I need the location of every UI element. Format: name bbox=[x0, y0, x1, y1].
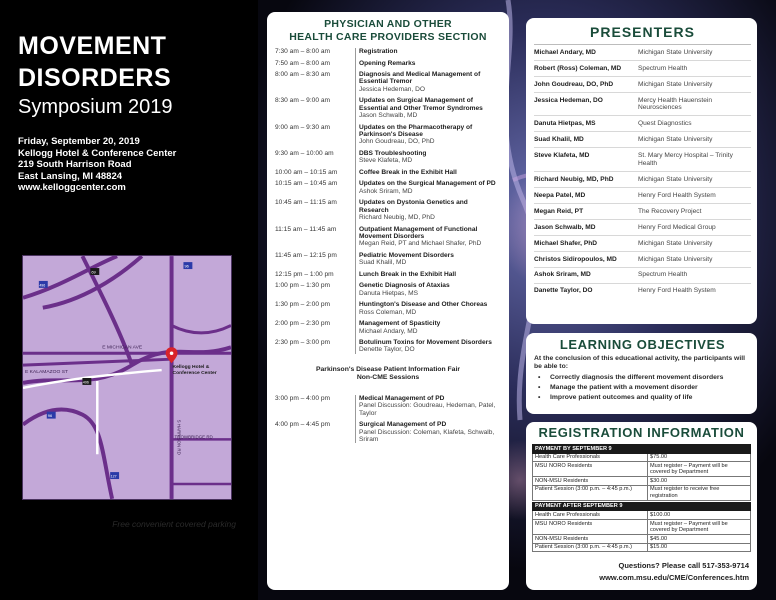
bullet-icon: • bbox=[538, 393, 541, 401]
svg-text:496: 496 bbox=[39, 283, 46, 288]
presenter-institution: The Recovery Project bbox=[638, 207, 702, 215]
bullet-icon: • bbox=[538, 383, 541, 391]
schedule-row bbox=[275, 169, 501, 176]
session-title: Outpatient Management of Functional Movement Disorders bbox=[359, 225, 478, 240]
presenters-card bbox=[526, 18, 757, 324]
presenter-name: Steve Klafeta, MD bbox=[534, 152, 590, 160]
session-speaker: Steve Klafeta, MD bbox=[359, 157, 413, 165]
fee-amount: $30.00 bbox=[648, 477, 751, 486]
event-subtitle: Symposium 2019 bbox=[18, 96, 173, 118]
session-body bbox=[359, 71, 499, 93]
location-map bbox=[22, 255, 232, 500]
title-line-1: MOVEMENT bbox=[18, 32, 167, 60]
presenter-row bbox=[534, 92, 751, 116]
event-city: East Lansing, MI 48824 bbox=[18, 170, 123, 182]
session-title: Updates on Surgical Management of Essential and Other Tremor Syndromes bbox=[359, 97, 483, 112]
session-title: Huntington's Disease and Other Choreas bbox=[359, 301, 488, 309]
schedule-row bbox=[275, 339, 501, 354]
event-date: Friday, September 20, 2019 bbox=[18, 136, 140, 147]
presenter-row bbox=[534, 267, 751, 283]
svg-text:496: 496 bbox=[82, 380, 89, 385]
event-info bbox=[18, 136, 240, 194]
schedule-row bbox=[275, 60, 501, 67]
session-title: Genetic Diagnosis of Ataxias bbox=[359, 282, 450, 290]
presenter-name: Michael Shafer, PhD bbox=[534, 239, 598, 247]
objectives-card bbox=[526, 333, 757, 414]
table-row bbox=[533, 485, 751, 500]
session-title: Opening Remarks bbox=[359, 59, 416, 67]
presenter-row bbox=[534, 60, 751, 76]
session-body bbox=[359, 271, 499, 278]
session-time: 11:15 am – 11:45 am bbox=[275, 225, 337, 233]
highway-badge-icon bbox=[82, 378, 91, 385]
session-body bbox=[359, 97, 499, 119]
session-speaker: Megan Reid, PT and Michael Shafer, PhD bbox=[359, 240, 482, 248]
session-body bbox=[359, 180, 499, 195]
session-title: Updates on the Surgical Management of PD bbox=[359, 180, 496, 188]
schedule-list bbox=[275, 48, 501, 354]
session-body bbox=[359, 169, 499, 176]
presenter-name: Suad Khalil, MD bbox=[534, 136, 584, 144]
presenter-institution: Spectrum Health bbox=[638, 271, 688, 279]
session-title: DBS Troubleshooting bbox=[359, 149, 427, 157]
schedule-row bbox=[275, 282, 501, 297]
table-section-header bbox=[533, 502, 751, 511]
presenter-name: Danuta Hietpas, MS bbox=[534, 120, 596, 128]
presenter-row bbox=[534, 283, 751, 299]
presenter-row bbox=[534, 147, 751, 171]
presenter-institution: Henry Ford Health System bbox=[638, 191, 716, 199]
schedule-row bbox=[275, 71, 501, 93]
presenter-row bbox=[534, 187, 751, 203]
svg-text:96: 96 bbox=[184, 263, 189, 269]
presenter-name: Jessica Hedeman, DO bbox=[534, 96, 603, 104]
presenter-institution: Michigan State University bbox=[638, 255, 713, 263]
objective-text: Improve patient outcomes and quality of life bbox=[550, 393, 693, 401]
presenter-row bbox=[534, 219, 751, 235]
session-body bbox=[359, 226, 499, 248]
highway-badge-icon bbox=[47, 412, 56, 419]
schedule-row bbox=[275, 226, 501, 248]
fee-category: Health Care Professionals bbox=[533, 511, 648, 520]
event-title bbox=[18, 30, 240, 94]
event-street: 219 South Harrison Road bbox=[18, 159, 132, 170]
fee-amount: $75.00 bbox=[648, 453, 751, 462]
schedule-row bbox=[275, 150, 501, 165]
session-speaker: Ashok Sriram, MD bbox=[359, 187, 413, 195]
objective-text: Correctly diagnosis the different movement disorders bbox=[550, 373, 724, 381]
session-body bbox=[359, 252, 499, 267]
presenter-list bbox=[534, 44, 751, 299]
session-time: 7:30 am – 8:00 am bbox=[275, 48, 330, 55]
session-body bbox=[359, 60, 499, 67]
presenter-row bbox=[534, 76, 751, 92]
schedule-row bbox=[275, 301, 501, 316]
session-body bbox=[359, 320, 499, 335]
objectives-list bbox=[534, 373, 751, 403]
table-row bbox=[533, 477, 751, 486]
session-title: Registration bbox=[359, 48, 398, 55]
session-time: 1:30 pm – 2:00 pm bbox=[275, 301, 330, 309]
session-speaker: Denette Taylor, DO bbox=[359, 346, 415, 354]
schedule-row bbox=[275, 421, 501, 443]
presenter-row bbox=[534, 115, 751, 131]
schedule-heading-line-2: HEALTH CARE PROVIDERS SECTION bbox=[289, 31, 487, 43]
schedule-row bbox=[275, 180, 501, 195]
table-row bbox=[533, 534, 751, 543]
map-label-harrison: S HARRISON RD bbox=[176, 419, 182, 455]
presenter-row bbox=[534, 44, 751, 60]
session-body bbox=[359, 150, 499, 165]
contact-phone[interactable]: Questions? Please call 517-353-9714 bbox=[618, 561, 749, 571]
presenter-institution: Spectrum Health bbox=[638, 64, 688, 72]
fee-amount: $15.00 bbox=[648, 543, 751, 552]
objectives-heading: LEARNING OBJECTIVES bbox=[559, 337, 726, 352]
table-row bbox=[533, 462, 751, 477]
section-header-cell: PAYMENT AFTER SEPTEMBER 9 bbox=[533, 502, 751, 511]
schedule-row bbox=[275, 199, 501, 221]
session-body bbox=[359, 124, 499, 146]
session-speaker: Richard Neubig, MD, PhD bbox=[359, 214, 435, 222]
presenter-row bbox=[534, 171, 751, 187]
fair-heading bbox=[275, 366, 501, 383]
presenter-institution: Michigan State University bbox=[638, 48, 713, 56]
objective-text: Manage the patient with a movement disorder bbox=[550, 383, 698, 391]
session-body bbox=[359, 301, 499, 316]
presenter-institution: Michigan State University bbox=[638, 175, 713, 183]
fee-category: MSU NORO Residents bbox=[533, 462, 648, 477]
svg-text:127: 127 bbox=[110, 474, 117, 479]
fee-amount: Must register – Payment will be covered by Department bbox=[648, 519, 751, 534]
fee-amount: Must register – Payment will be covered by Department bbox=[648, 462, 751, 477]
highway-badge-icon bbox=[39, 281, 48, 288]
registration-card bbox=[526, 422, 757, 590]
session-speaker: Suad Khalil, MD bbox=[359, 259, 407, 267]
table-section-header bbox=[533, 445, 751, 454]
map-location-label-2: Conference Center bbox=[172, 371, 217, 377]
presenter-institution: Michigan State University bbox=[638, 239, 713, 247]
session-time: 9:00 am – 9:30 am bbox=[275, 123, 330, 131]
highway-badge-icon bbox=[90, 268, 99, 275]
session-time: 10:45 am – 11:15 am bbox=[275, 199, 337, 207]
table-row bbox=[533, 543, 751, 552]
presenter-institution: Michigan State University bbox=[638, 80, 713, 88]
presenter-row bbox=[534, 235, 751, 251]
session-time: 12:15 pm – 1:00 pm bbox=[275, 270, 334, 278]
session-speaker: Panel Discussion: Coleman, Klafeta, Schwalb, Sriram bbox=[359, 428, 495, 443]
objectives-intro: At the conclusion of this educational activity, the participants will be able to: bbox=[534, 355, 745, 370]
session-body bbox=[359, 282, 499, 297]
presenter-row bbox=[534, 251, 751, 267]
table-row bbox=[533, 519, 751, 534]
schedule-heading bbox=[275, 18, 501, 44]
presenter-name: Neepa Patel, MD bbox=[534, 191, 586, 199]
fair-schedule-list bbox=[275, 395, 501, 444]
map-label-kalamazoo: E KALAMAZOO ST bbox=[24, 370, 69, 376]
session-body bbox=[359, 199, 499, 221]
session-speaker: Michael Andary, MD bbox=[359, 327, 418, 335]
schedule-row bbox=[275, 252, 501, 267]
presenter-name: Michael Andary, MD bbox=[534, 48, 596, 56]
session-time: 9:30 am – 10:00 am bbox=[275, 149, 334, 157]
section-header-cell: PAYMENT BY SEPTEMBER 9 bbox=[533, 445, 751, 454]
schedule-row bbox=[275, 124, 501, 146]
session-title: Diagnosis and Medical Management of Essential Tremor bbox=[359, 71, 481, 86]
objective-item bbox=[534, 373, 751, 383]
session-title: Coffee Break in the Exhibit Hall bbox=[359, 168, 457, 176]
objective-item bbox=[534, 393, 751, 403]
presenter-name: Richard Neubig, MD, PhD bbox=[534, 175, 614, 183]
session-title: Updates on Dystonia Genetics and Research bbox=[359, 199, 468, 214]
session-time: 7:50 am – 8:00 am bbox=[275, 59, 330, 67]
session-time: 11:45 am – 12:15 pm bbox=[275, 251, 337, 259]
schedule-row bbox=[275, 97, 501, 119]
presenter-row bbox=[534, 131, 751, 147]
session-speaker: Jessica Hedeman, DO bbox=[359, 85, 425, 93]
svg-text:96: 96 bbox=[47, 413, 53, 419]
presenter-name: Danette Taylor, DO bbox=[534, 287, 593, 295]
session-time: 8:30 am – 9:00 am bbox=[275, 97, 330, 105]
map-location-label-1: Kellogg Hotel & bbox=[172, 365, 210, 371]
fee-category: NON-MSU Residents bbox=[533, 477, 648, 486]
schedule-row bbox=[275, 395, 501, 417]
presenter-name: Megan Reid, PT bbox=[534, 207, 584, 215]
presenter-row bbox=[534, 203, 751, 219]
presenters-heading: PRESENTERS bbox=[590, 24, 695, 40]
session-title: Surgical Management of PD bbox=[359, 421, 447, 429]
session-speaker: Panel Discussion: Goudreau, Hedeman, Patel, Taylor bbox=[359, 402, 496, 417]
table-row bbox=[533, 453, 751, 462]
map-label-michigan-ave: E MICHIGAN AVE bbox=[102, 345, 143, 351]
session-speaker: Jason Schwalb, MD bbox=[359, 112, 418, 120]
registration-contact bbox=[532, 560, 751, 584]
registration-heading: REGISTRATION INFORMATION bbox=[538, 425, 745, 440]
fee-category: Patient Session (3:00 p.m. – 4:45 p.m.) bbox=[533, 485, 648, 500]
presenter-institution: Henry Ford Health System bbox=[638, 287, 716, 295]
fee-category: NON-MSU Residents bbox=[533, 534, 648, 543]
fair-heading-line-1: Parkinson's Disease Patient Information Fair bbox=[315, 365, 461, 373]
fee-category: Patient Session (3:00 p.m. – 4:45 p.m.) bbox=[533, 543, 648, 552]
session-body bbox=[359, 48, 499, 55]
schedule-heading-line-1: PHYSICIAN AND OTHER bbox=[324, 18, 452, 30]
session-title: Management of Spasticity bbox=[359, 320, 441, 328]
session-speaker: John Goudreau, DO, PhD bbox=[359, 138, 435, 146]
presenter-institution: Mercy Health Hauenstein Neurosciences bbox=[638, 96, 713, 112]
parking-note: Free convenient covered parking bbox=[112, 519, 236, 529]
session-time: 10:00 am – 10:15 am bbox=[275, 168, 338, 176]
table-row bbox=[533, 511, 751, 520]
session-speaker: Danuta Hietpas, MS bbox=[359, 289, 419, 297]
fee-amount: $100.00 bbox=[648, 511, 751, 520]
session-speaker: Ross Coleman, MD bbox=[359, 308, 417, 316]
session-time: 3:00 pm – 4:00 pm bbox=[275, 394, 330, 402]
session-time: 10:15 am – 10:45 am bbox=[275, 180, 338, 188]
highway-badge-icon bbox=[183, 262, 192, 269]
presenter-institution: Quest Diagnostics bbox=[638, 120, 692, 128]
presenter-institution: Henry Ford Medical Group bbox=[638, 223, 716, 231]
fee-category: Health Care Professionals bbox=[533, 453, 648, 462]
schedule-row bbox=[275, 48, 501, 55]
registration-table bbox=[532, 444, 751, 552]
session-time: 4:00 pm – 4:45 pm bbox=[275, 421, 330, 429]
svg-text:69: 69 bbox=[91, 269, 96, 275]
presenter-name: John Goudreau, DO, PhD bbox=[534, 80, 614, 88]
objective-item bbox=[534, 383, 751, 393]
session-title: Lunch Break in the Exhibit Hall bbox=[359, 270, 457, 278]
schedule-card bbox=[267, 12, 509, 590]
bullet-icon: • bbox=[538, 373, 541, 381]
fee-category: MSU NORO Residents bbox=[533, 519, 648, 534]
presenter-name: Jason Schwalb, MD bbox=[534, 223, 596, 231]
session-time: 8:00 am – 8:30 am bbox=[275, 71, 330, 78]
session-title: Pediatric Movement Disorders bbox=[359, 251, 454, 259]
presenter-institution: Michigan State University bbox=[638, 136, 713, 144]
session-time: 2:30 pm – 3:00 pm bbox=[275, 339, 330, 346]
session-body bbox=[359, 421, 499, 443]
title-line-2: DISORDERS bbox=[18, 64, 172, 92]
event-venue: Kellogg Hotel & Conference Center bbox=[18, 147, 177, 159]
session-title: Botulinum Toxins for Movement Disorders bbox=[359, 339, 492, 346]
session-time: 2:00 pm – 2:30 pm bbox=[275, 320, 330, 328]
session-title: Updates on the Pharmacotherapy of Parkinson's Disease bbox=[359, 123, 473, 139]
highway-badge-icon bbox=[110, 472, 119, 479]
presenter-name: Robert (Ross) Coleman, MD bbox=[534, 64, 622, 72]
map-label-trowbridge: TROWBRIDGE RD bbox=[174, 434, 213, 440]
schedule-row bbox=[275, 271, 501, 278]
event-website[interactable]: www.kelloggcenter.com bbox=[18, 182, 126, 193]
fair-heading-line-2: Non-CME Sessions bbox=[356, 374, 420, 382]
presenter-institution: St. Mary Mercy Hospital – Trinity Health bbox=[638, 152, 733, 167]
session-body bbox=[359, 395, 499, 417]
contact-url[interactable]: www.com.msu.edu/CME/Conferences.htm bbox=[599, 573, 749, 583]
fee-amount: Must register to receive free registration bbox=[648, 485, 751, 500]
session-body bbox=[359, 339, 499, 354]
presenter-name: Christos Sidiropoulos, MD bbox=[534, 255, 617, 263]
session-title: Medical Management of PD bbox=[359, 394, 445, 402]
session-time: 1:00 pm – 1:30 pm bbox=[275, 282, 330, 290]
fee-amount: $45.00 bbox=[648, 534, 751, 543]
schedule-row bbox=[275, 320, 501, 335]
presenter-name: Ashok Sriram, MD bbox=[534, 271, 591, 279]
